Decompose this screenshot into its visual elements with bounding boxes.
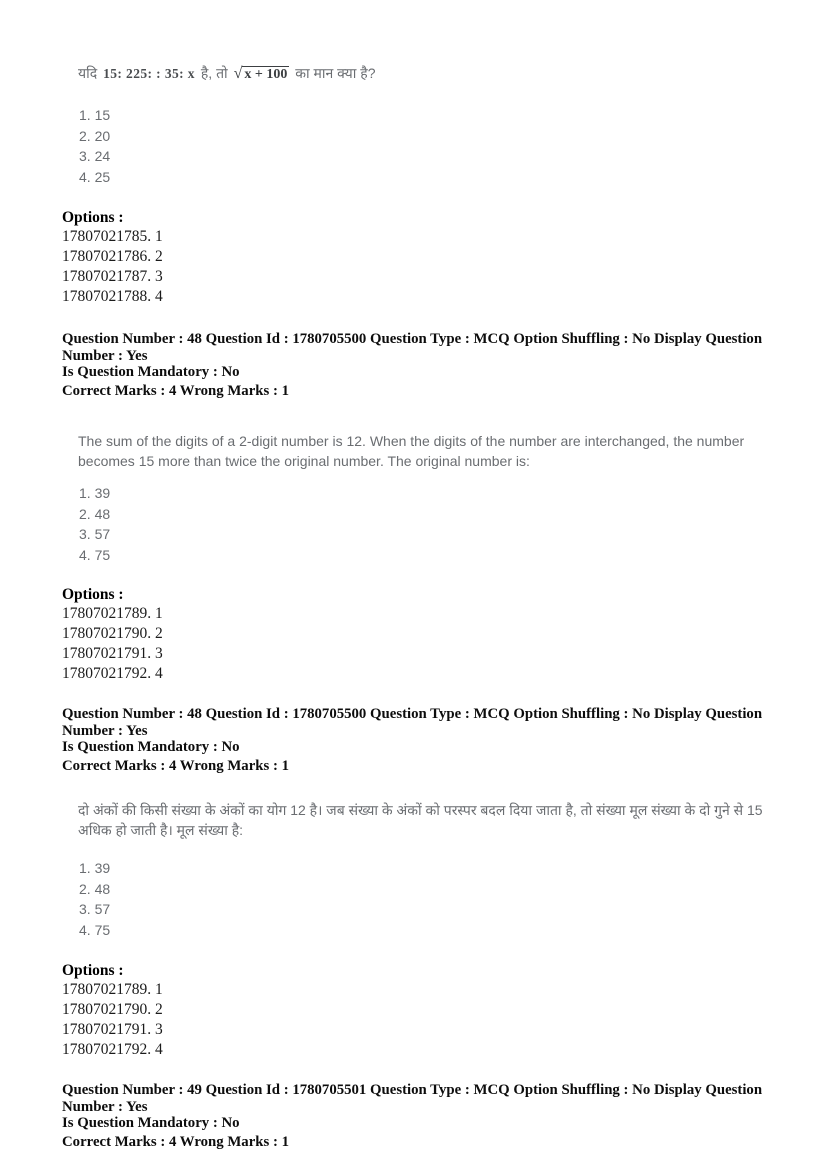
choice-item: 1. 15 <box>79 107 111 123</box>
choice-item: 2. 20 <box>79 127 111 144</box>
options-heading: Options : <box>62 209 124 226</box>
option-id-list <box>62 980 774 1060</box>
question-text-hindi: दो अंकों की किसी संख्या के अंकों का योग 12 है। जब संख्या के अंकों को परस्पर बदल दिया जाता है, तो संख्या मूल संख्या के दो गुने से 15 अधिक हो जाती है। मूल संख्या है: <box>78 802 763 838</box>
choice-item: 1. 39 <box>79 485 111 501</box>
meta-line-2: Is Question Mandatory : No <box>62 739 240 755</box>
question-text-english: The sum of the digits of a 2-digit number is 12. When the digits of the number are interchanged, the number becomes 15 more than twice the original number. The original number is: <box>78 433 745 469</box>
choice-list <box>79 858 774 940</box>
options-heading: Options : <box>62 586 124 603</box>
question-ratio-prefix: यदि <box>78 65 98 81</box>
choice-item: 3. 57 <box>79 901 111 917</box>
meta-line-1: Question Number : 48 Question Id : 1780705500 Question Type : MCQ Option Shuffling : No Display Question Number : Yes <box>62 706 763 739</box>
option-id-row: 17807021791. 3 <box>62 1021 163 1038</box>
option-id-list <box>62 604 774 684</box>
question-metadata <box>62 1082 774 1132</box>
choice-item: 1. 39 <box>79 860 111 876</box>
option-id-list <box>62 227 774 307</box>
option-id-row: 17807021789. 1 <box>62 981 163 998</box>
question-metadata <box>62 331 774 381</box>
marks-line: Correct Marks : 4 Wrong Marks : 1 <box>62 382 289 399</box>
choice-item: 2. 48 <box>79 505 111 522</box>
choice-item: 2. 48 <box>79 880 111 897</box>
meta-line-2: Is Question Mandatory : No <box>62 364 240 380</box>
option-id-row: 17807021789. 1 <box>62 605 163 622</box>
choice-list <box>79 105 774 187</box>
option-id-row: 17807021791. 3 <box>62 645 163 662</box>
option-id-row: 17807021792. 4 <box>62 1041 163 1058</box>
option-id-row: 17807021786. 2 <box>62 248 163 265</box>
ratio-expression: 15: 225: : 35: x <box>103 66 195 81</box>
choice-item: 3. 57 <box>79 526 111 542</box>
question-ratio-suffix: का मान क्या है? <box>295 65 376 81</box>
radicand: x + 100 <box>244 67 288 82</box>
choice-item: 4. 25 <box>79 168 111 185</box>
choice-item: 3. 24 <box>79 148 111 164</box>
radical-sign-icon: √ <box>233 65 243 82</box>
question-text-ratio <box>78 63 774 85</box>
marks-line: Correct Marks : 4 Wrong Marks : 1 <box>62 1133 289 1150</box>
meta-line-1: Question Number : 48 Question Id : 1780705500 Question Type : MCQ Option Shuffling : No Display Question Number : Yes <box>62 331 763 364</box>
choice-list <box>79 483 774 565</box>
choice-item: 4. 75 <box>79 546 111 563</box>
option-id-row: 17807021787. 3 <box>62 268 163 285</box>
option-id-row: 17807021792. 4 <box>62 665 163 682</box>
option-id-row: 17807021788. 4 <box>62 288 163 305</box>
meta-line-1: Question Number : 49 Question Id : 1780705501 Question Type : MCQ Option Shuffling : No Display Question Number : Yes <box>62 1082 763 1115</box>
question-metadata <box>62 706 774 756</box>
options-heading: Options : <box>62 962 124 979</box>
choice-item: 4. 75 <box>79 921 111 938</box>
option-id-row: 17807021790. 2 <box>62 625 163 642</box>
sqrt-expression <box>232 67 292 82</box>
option-id-row: 17807021790. 2 <box>62 1001 163 1018</box>
meta-line-2: Is Question Mandatory : No <box>62 1115 240 1131</box>
marks-line: Correct Marks : 4 Wrong Marks : 1 <box>62 757 289 774</box>
option-id-row: 17807021785. 1 <box>62 228 163 245</box>
question-ratio-mid: है, तो <box>200 65 228 81</box>
